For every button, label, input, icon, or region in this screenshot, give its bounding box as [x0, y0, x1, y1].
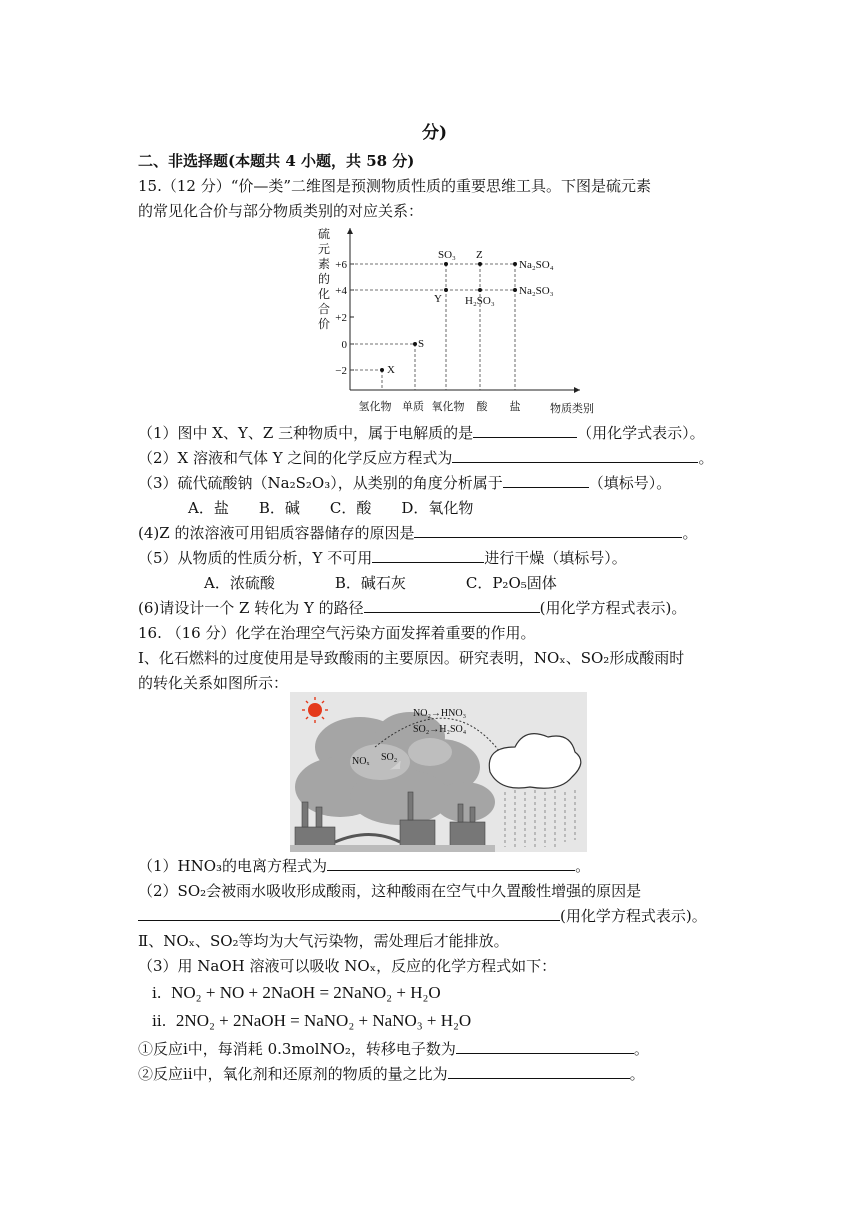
- svg-text:的: 的: [318, 272, 331, 286]
- q16-part2: Ⅱ、NOₓ、SO₂等均为大气污染物，需处理后才能排放。: [138, 932, 509, 950]
- q16-q1-suffix: 。: [575, 857, 591, 875]
- label-z: Z: [476, 249, 483, 261]
- y-tick-plus2: +2: [335, 312, 347, 324]
- q16-q1-text: （1）HNO₃的电离方程式为: [138, 857, 328, 875]
- answer-blank[interactable]: [448, 1063, 630, 1079]
- q15-q1-text: （1）图中 X、Y、Z 三种物质中，属于电解质的是: [138, 424, 474, 442]
- x-tick-element: 单质: [402, 401, 424, 413]
- q15-q2: [138, 447, 713, 469]
- svg-text:合: 合: [318, 302, 331, 316]
- q15-q6: [138, 597, 686, 619]
- section-title: 二、非选择题(本题共 4 小题，共 58 分): [138, 152, 415, 170]
- y-tick-0: 0: [341, 339, 347, 351]
- valence-class-chart: [310, 222, 610, 420]
- label-h2so3: H₂SO₃: [465, 295, 495, 307]
- label-y: Y: [434, 293, 442, 305]
- point-x: [380, 368, 384, 372]
- x-tick-salt: 盐: [509, 401, 521, 413]
- label-na2so4: Na₂SO₄: [519, 259, 554, 271]
- x-axis-title: 物质类别: [550, 403, 594, 415]
- equation-2-text: 2NO₂ + 2NaOH = NaNO₂ + NaNO₃ + H₂O: [175, 1011, 472, 1030]
- q16-intro: 16. （16 分）化学在治理空气污染方面发挥着重要的作用。: [138, 624, 536, 642]
- answer-blank[interactable]: [327, 855, 575, 871]
- acid-rain-figure: [290, 692, 587, 852]
- q16-q3-1: [138, 1038, 649, 1060]
- point-s: [413, 342, 417, 346]
- q15-q3: [138, 472, 671, 494]
- y-tick-minus2: −2: [335, 365, 347, 377]
- answer-blank[interactable]: [372, 547, 484, 563]
- q15-q1: [138, 422, 705, 444]
- label-nox: NOₓ: [352, 756, 370, 767]
- x-tick-acid: 酸: [476, 401, 488, 413]
- label-na2so3: Na₂SO₃: [519, 285, 554, 297]
- q15-q2-suffix: 。: [698, 449, 714, 467]
- answer-blank[interactable]: [456, 1038, 634, 1054]
- q15-intro-line2: 的常见化合价与部分物质类别的对应关系：: [138, 202, 424, 220]
- q16-q2-suffix: (用化学方程式表示)。: [560, 907, 707, 925]
- label-so2: SO₂: [381, 752, 398, 763]
- q16-q3-1-suffix: 。: [633, 1040, 649, 1058]
- label-so2-h2so4: SO₂→H₂SO₄: [413, 724, 467, 735]
- q15-q4: [138, 522, 697, 544]
- x-tick-hydride: 氢化物: [358, 401, 392, 413]
- svg-text:元: 元: [318, 242, 331, 256]
- equation-2: [152, 1010, 471, 1032]
- q15-q1-suffix: （用化学式表示）。: [577, 424, 705, 442]
- label-x: X: [387, 364, 395, 376]
- q16-q3-1-text: ①反应ⅰ中，每消耗 0.3molNO₂，转移电子数为: [138, 1040, 456, 1058]
- x-tick-oxide: 氧化物: [431, 401, 465, 413]
- q15-q5: [138, 547, 627, 569]
- q15-q5-suffix: 进行干燥（填标号）。: [484, 549, 627, 567]
- label-s: S: [418, 338, 425, 350]
- q15-q3-options: A．盐 B．碱 C．酸 D．氧化物: [188, 499, 474, 517]
- point-so3: [444, 262, 448, 266]
- q15-q5-text: （5）从物质的性质分析，Y 不可用: [138, 549, 373, 567]
- q16-q3-2-suffix: 。: [629, 1065, 645, 1083]
- svg-text:素: 素: [318, 257, 331, 271]
- heading-fragment: 分): [422, 123, 448, 143]
- answer-blank[interactable]: [473, 422, 577, 438]
- q15-q6-text: (6)请设计一个 Z 转化为 Y 的路径: [138, 599, 364, 617]
- point-na2so4: [513, 262, 517, 266]
- label-no2-hno3: NO₂→HNO₃: [413, 708, 467, 719]
- q16-part1-line1: Ⅰ、化石燃料的过度使用是导致酸雨的主要原因。研究表明，NOₓ、SO₂形成酸雨时: [138, 649, 685, 667]
- svg-text:硫: 硫: [318, 227, 331, 241]
- point-h2so3: [478, 288, 482, 292]
- equation-1-text: NO₂ + NO + 2NaOH = 2NaNO₂ + H₂O: [171, 983, 441, 1002]
- equation-2-label: ⅱ.: [152, 1012, 167, 1030]
- y-axis-label: [318, 226, 330, 331]
- point-na2so3: [513, 288, 517, 292]
- answer-blank[interactable]: [503, 472, 589, 488]
- equation-1: [152, 982, 441, 1004]
- q15-q4-suffix: 。: [682, 524, 698, 542]
- answer-blank[interactable]: [414, 522, 682, 538]
- y-tick-plus4: +4: [335, 285, 347, 297]
- equation-1-label: ⅰ.: [152, 984, 162, 1002]
- label-so3: SO₃: [438, 249, 456, 261]
- q15-q3-text: （3）硫代硫酸钠（Na₂S₂O₃），从类别的角度分析属于: [138, 474, 503, 492]
- answer-blank[interactable]: [452, 447, 698, 463]
- q16-q3-intro: （3）用 NaOH 溶液可以吸收 NOₓ，反应的化学方程式如下：: [138, 957, 557, 975]
- q16-q1: [138, 855, 590, 877]
- q15-intro-line1: 15.（12 分）“价—类”二维图是预测物质性质的重要思维工具。下图是硫元素: [138, 177, 652, 195]
- q16-part1-line2: 的转化关系如图所示：: [138, 674, 289, 692]
- q15-q5-options: A．浓硫酸 B．碱石灰 C．P₂O₅固体: [204, 574, 557, 592]
- q15-q6-suffix: (用化学方程式表示)。: [539, 599, 687, 617]
- svg-text:化: 化: [318, 287, 331, 301]
- q15-q2-text: （2）X 溶液和气体 Y 之间的化学反应方程式为: [138, 449, 453, 467]
- q16-q3-2-text: ②反应ⅱ中，氧化剂和还原剂的物质的量之比为: [138, 1065, 448, 1083]
- q16-q3-2: [138, 1063, 645, 1085]
- q15-q3-suffix: （填标号）。: [588, 474, 672, 492]
- point-z: [478, 262, 482, 266]
- y-tick-plus6: +6: [335, 259, 347, 271]
- q16-q2: （2）SO₂会被雨水吸收形成酸雨，这种酸雨在空气中久置酸性增强的原因是: [138, 882, 642, 900]
- q15-q4-text: (4)Z 的浓溶液可用铝质容器储存的原因是: [138, 524, 415, 542]
- q16-q2-answer-line: [138, 905, 707, 927]
- answer-blank[interactable]: [364, 597, 540, 613]
- answer-blank[interactable]: [138, 905, 560, 921]
- svg-text:价: 价: [318, 317, 331, 331]
- point-y: [444, 288, 448, 292]
